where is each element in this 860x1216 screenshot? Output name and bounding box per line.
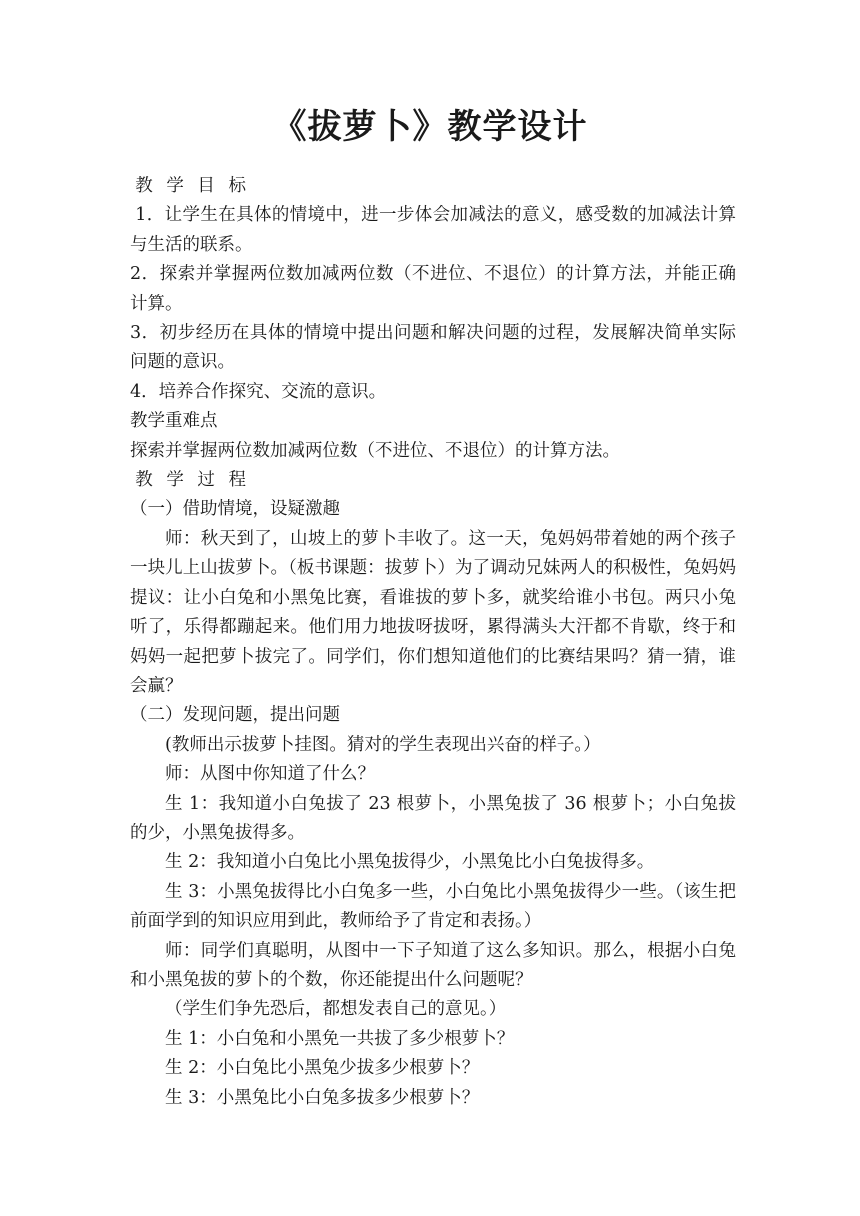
page-title: 《拔萝卜》教学设计 (272, 107, 588, 147)
goal-item: 3．初步经历在具体的情境中提出问题和解决问题的过程，发展解决简单实际问题的意识。 (130, 323, 736, 373)
goal-item: 4．培养合作探究、交流的意识。 (130, 381, 387, 402)
dialogue-line: 生 3：小黑兔比小白兔多拔多少根萝卜？ (165, 1087, 480, 1108)
goal-item: 1．让学生在具体的情境中，进一步体会加减法的意义，感受数的加减法计算与生活的联系。 (130, 205, 736, 255)
part-heading: （一）借助情境，设疑激趣 (130, 499, 340, 520)
dialogue-line: 生 2：我知道小白兔比小黑兔拔得少，小黑兔比小白兔拔得多。 (165, 852, 655, 873)
document-body (130, 172, 736, 1113)
dialogue-line: 师：同学们真聪明，从图中一下子知道了这么多知识。那么，根据小白兔和小黑兔拔的萝卜的个数，你还能提出什么问题呢？ (130, 940, 736, 990)
dialogue-line: (教师出示拔萝卜挂图。猜对的学生表现出兴奋的样子。） (165, 734, 601, 755)
dialogue-line: （学生们争先恐后，都想发表自己的意见。） (165, 999, 507, 1020)
dialogue-line: 生 2：小白兔比小黑兔少拔多少根萝卜？ (165, 1058, 480, 1079)
section-heading-process: 教 学 过 程 (135, 470, 250, 491)
key-points-text: 探索并掌握两位数加减两位数（不进位、不退位）的计算方法。 (130, 440, 620, 461)
dialogue-line: 生 3：小黑兔拔得比小白兔多一些，小白兔比小黑兔拔得少一些。（该生把前面学到的知识应用到此，教师给予了肯定和表扬。） (130, 881, 736, 932)
section-heading-key-points: 教学重难点 (130, 411, 218, 432)
dialogue-line: 师：从图中你知道了什么？ (165, 764, 375, 785)
section-heading-goals: 教 学 目 标 (135, 176, 250, 196)
part-heading: （二）发现问题，提出问题 (130, 705, 340, 726)
dialogue-line: 生 1：小白兔和小黑免一共拔了多少根萝卜？ (165, 1028, 515, 1049)
paragraph: 师：秋天到了，山坡上的萝卜丰收了。这一天，兔妈妈带着她的两个孩子一块儿上山拔萝卜。（板书课题：拔萝卜）为了调动兄妹两人的积极性，兔妈妈提议：让小白兔和小黑兔比赛，看谁拔的萝卜多，就奖给谁小书包。两只小兔听了，乐得都蹦起来。他们用力地拔呀拔呀，累得满头大汗都不肯歇，终于和妈妈一起把萝卜拔完了。同学们，你们想知道他们的比赛结果吗？猜一猜，谁会赢？ (130, 528, 736, 696)
dialogue-line: 生 1：我知道小白兔拔了 23 根萝卜，小黑兔拔了 36 根萝卜；小白兔拔的少，小黑兔拔得多。 (130, 793, 736, 843)
goal-item: 2．探索并掌握两位数加减两位数（不进位、不退位）的计算方法，并能正确计算。 (130, 264, 736, 314)
